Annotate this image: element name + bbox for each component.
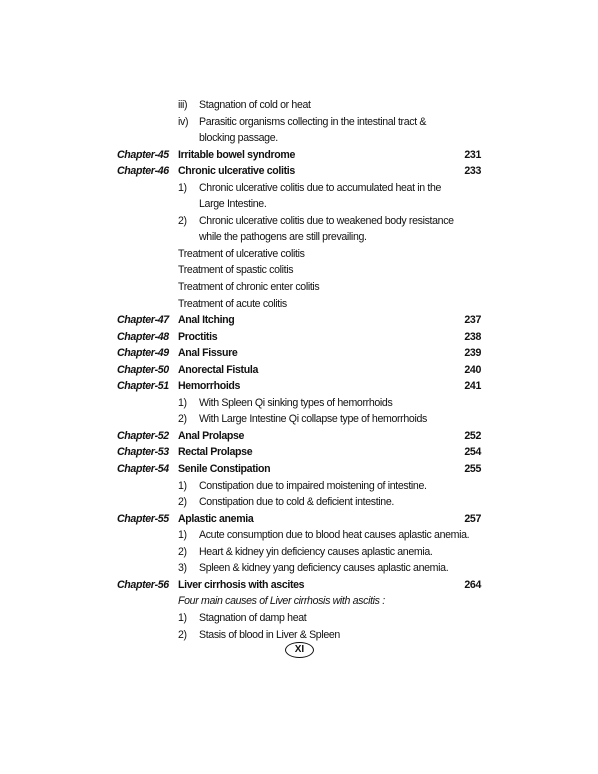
subentry-number: 1)	[178, 611, 187, 624]
toc-chapter-row	[0, 329, 598, 346]
toc-continuation-row	[0, 229, 598, 246]
subentry-number: 1)	[178, 181, 187, 194]
page-number: 255	[464, 463, 481, 476]
subentry-text: Heart & kidney yin deficiency causes aplastic anemia.	[199, 545, 433, 558]
chapter-title: Hemorrhoids	[178, 380, 241, 393]
chapter-title: Irritable bowel syndrome	[178, 148, 295, 161]
subentry-number: 1)	[178, 396, 187, 409]
toc-subentry-row	[0, 114, 598, 131]
toc-subentry-row	[0, 527, 598, 544]
chapter-title: Anal Fissure	[178, 347, 238, 360]
chapter-label: Chapter-53	[117, 446, 169, 459]
topic-text: Treatment of chronic enter colitis	[178, 281, 320, 294]
toc-chapter-row	[0, 163, 598, 180]
continuation-text: while the pathogens are still prevailing.	[199, 231, 367, 244]
chapter-title: Senile Constipation	[178, 463, 271, 476]
table-of-contents	[0, 97, 598, 643]
subentry-text: With Large Intestine Qi collapse type of hemorrhoids	[199, 413, 427, 426]
toc-chapter-row	[0, 428, 598, 445]
toc-subentry-row	[0, 213, 598, 230]
page-number: 241	[464, 380, 481, 393]
toc-subentry-row	[0, 97, 598, 114]
chapter-label: Chapter-56	[117, 578, 169, 591]
chapter-title: Liver cirrhosis with ascites	[178, 578, 305, 591]
toc-subentry-row	[0, 627, 598, 644]
toc-subentry-row	[0, 610, 598, 627]
toc-topic-row	[0, 279, 598, 296]
chapter-title: Anal Prolapse	[178, 429, 245, 442]
toc-chapter-row	[0, 378, 598, 395]
page-number: 257	[464, 512, 481, 525]
chapter-title: Aplastic anemia	[178, 512, 254, 525]
subentry-text: Stasis of blood in Liver & Spleen	[199, 628, 340, 641]
subentry-text: With Spleen Qi sinking types of hemorrhoids	[199, 396, 393, 409]
subentry-number: 2)	[178, 496, 187, 509]
page-number: 264	[464, 578, 481, 591]
toc-chapter-row	[0, 461, 598, 478]
toc-subentry-row	[0, 560, 598, 577]
toc-chapter-row	[0, 511, 598, 528]
toc-topic-row	[0, 262, 598, 279]
chapter-label: Chapter-46	[117, 165, 169, 178]
page-number: 252	[464, 429, 481, 442]
chapter-label: Chapter-50	[117, 363, 169, 376]
chapter-title: Chronic ulcerative colitis	[178, 165, 295, 178]
subentry-number: iv)	[178, 115, 189, 128]
toc-chapter-row	[0, 577, 598, 594]
subentry-text: Acute consumption due to blood heat causes aplastic anemia.	[199, 529, 470, 542]
chapter-label: Chapter-52	[117, 429, 169, 442]
chapter-label: Chapter-54	[117, 463, 169, 476]
chapter-title: Anorectal Fistula	[178, 363, 258, 376]
page-number: 239	[464, 347, 481, 360]
toc-continuation-row	[0, 196, 598, 213]
toc-topic-row	[0, 246, 598, 263]
subentry-text: Stagnation of cold or heat	[199, 99, 311, 111]
continuation-text: Large Intestine.	[199, 198, 267, 211]
subentry-text: Constipation due to impaired moistening of intestine.	[199, 479, 427, 492]
chapter-label: Chapter-49	[117, 347, 169, 360]
subentry-number: iii)	[178, 99, 188, 111]
page-number: 237	[464, 314, 481, 327]
toc-subentry-row	[0, 180, 598, 197]
subentry-number: 2)	[178, 413, 187, 426]
page-number: 231	[464, 148, 481, 161]
toc-continuation-row	[0, 130, 598, 147]
toc-chapter-row	[0, 312, 598, 329]
chapter-label: Chapter-47	[117, 314, 169, 327]
topic-text: Treatment of spastic colitis	[178, 264, 294, 277]
toc-note-row	[0, 593, 598, 610]
subentry-number: 1)	[178, 529, 187, 542]
note-text: Four main causes of Liver cirrhosis with ascitis :	[178, 595, 385, 608]
topic-text: Treatment of ulcerative colitis	[178, 247, 305, 260]
page-number: 233	[464, 165, 481, 178]
subentry-text: Parasitic organisms collecting in the intestinal tract &	[199, 115, 427, 128]
toc-subentry-row	[0, 494, 598, 511]
toc-chapter-row	[0, 147, 598, 164]
toc-subentry-row	[0, 411, 598, 428]
subentry-number: 2)	[178, 545, 187, 558]
subentry-text: Spleen & kidney yang deficiency causes aplastic anemia.	[199, 562, 449, 575]
toc-chapter-row	[0, 444, 598, 461]
toc-topic-row	[0, 296, 598, 313]
page-number: 238	[464, 330, 481, 343]
toc-subentry-row	[0, 478, 598, 495]
page-number: 254	[464, 446, 481, 459]
toc-subentry-row	[0, 395, 598, 412]
subentry-text: Constipation due to cold & deficient intestine.	[199, 496, 394, 509]
page-number-badge: XI	[285, 642, 314, 658]
toc-subentry-row	[0, 544, 598, 561]
subentry-text: Chronic ulcerative colitis due to weakened body resistance	[199, 214, 454, 227]
chapter-label: Chapter-48	[117, 330, 169, 343]
chapter-title: Anal Itching	[178, 314, 235, 327]
chapter-label: Chapter-51	[117, 380, 169, 393]
subentry-number: 2)	[178, 214, 187, 227]
subentry-number: 2)	[178, 628, 187, 641]
chapter-title: Proctitis	[178, 330, 218, 343]
subentry-number: 1)	[178, 479, 187, 492]
toc-chapter-row	[0, 345, 598, 362]
subentry-text: Chronic ulcerative colitis due to accumulated heat in the	[199, 181, 442, 194]
topic-text: Treatment of acute colitis	[178, 297, 287, 310]
continuation-text: blocking passage.	[199, 132, 278, 145]
chapter-title: Rectal Prolapse	[178, 446, 253, 459]
subentry-number: 3)	[178, 562, 187, 575]
chapter-label: Chapter-45	[117, 148, 169, 161]
page-number: 240	[464, 363, 481, 376]
chapter-label: Chapter-55	[117, 512, 169, 525]
toc-chapter-row	[0, 362, 598, 379]
subentry-text: Stagnation of damp heat	[199, 611, 307, 624]
